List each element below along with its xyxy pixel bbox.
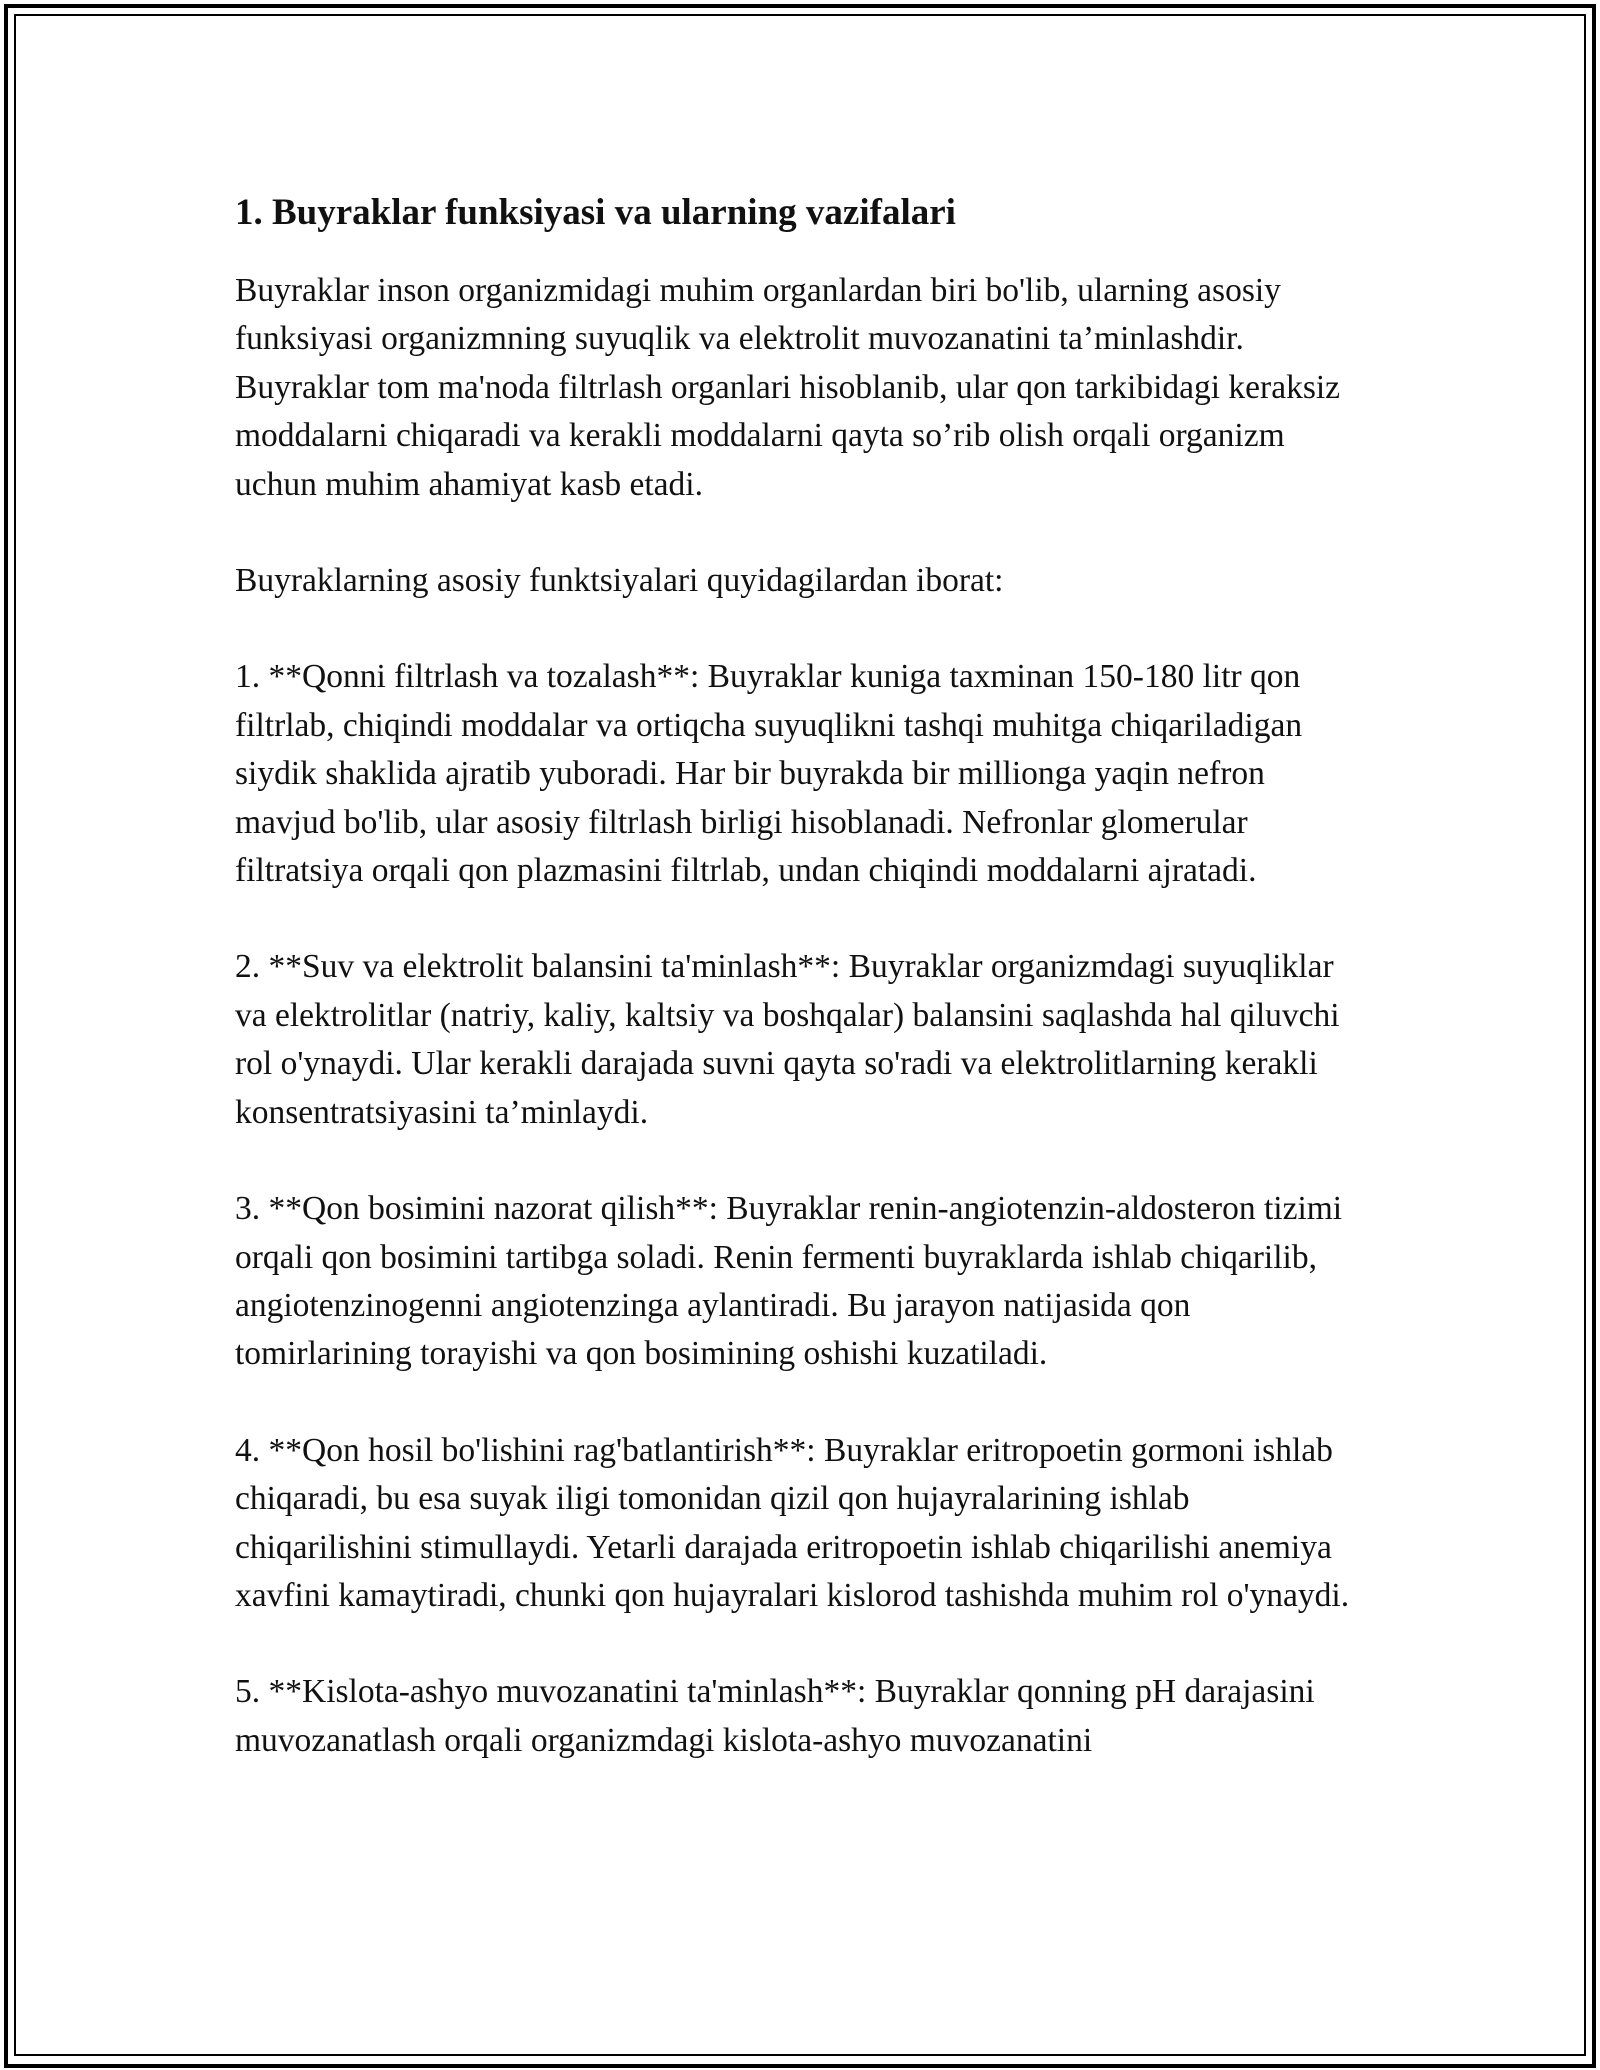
- intro-paragraph: Buyraklar inson organizmidagi muhim organlardan biri bo'lib, ularning asosiy funksiyasi organizmning suyuqlik va elektrolit muvozanatini ta’minlashdir. Buyraklar tom ma'noda filtrlash organlari hisoblanib, ular qon tarkibidagi keraksiz moddalarni chiqaradi va kerakli moddalarni qayta so’rib olish orqali organizm uchun muhim ahamiyat kasb etadi.: [235, 272, 1341, 503]
- list-item-acid-base: 5. **Kislota-ashyo muvozanatini ta'minlash**: Buyraklar qonning pH darajasini muvozanatlash orqali organizmdagi kislota-ashyo muvozanatini: [235, 1673, 1315, 1759]
- list-item-blood-pressure: 3. **Qon bosimini nazorat qilish**: Buyraklar renin-angiotenzin-aldosteron tizimi orqali qon bosimini tartibga soladi. Renin fermenti buyraklarda ishlab chiqarilib, angiotenzinogenni angiotenzinga aylantiradi. Bu jarayon natijasida qon tomirlarining torayishi va qon bosimining oshishi kuzatiladi.: [235, 1190, 1343, 1373]
- list-item-blood-formation: 4. **Qon hosil bo'lishini rag'batlantirish**: Buyraklar eritropoetin gormoni ishlab chiqaradi, bu esa suyak iligi tomonidan qizil qon hujayralarining ishlab chiqarilishini stimullaydi. Yetarli darajada eritropoetin ishlab chiqarilishi anemiya xavfini kamaytiradi, chunki qon hujayralari kislorod tashishda muhim rol o'ynaydi.: [235, 1431, 1350, 1614]
- list-item-filtration: 1. **Qonni filtrlash va tozalash**: Buyraklar kuniga taxminan 150-180 litr qon filtrlab, chiqindi moddalar va ortiqcha suyuqlikni tashqi muhitga chiqariladigan siydik shaklida ajratib yuboradi. Har bir buyrakda bir millionga yaqin nefron mavjud bo'lib, ular asosiy filtrlash birligi hisoblanadi. Nefronlar glomerular filtratsiya orqali qon plazmasini filtrlab, undan chiqindi moddalarni ajratadi.: [235, 658, 1303, 890]
- list-intro-paragraph: Buyraklarning asosiy funktsiyalari quyidagilardan iborat:: [235, 562, 1004, 600]
- document-body: [235, 185, 1365, 1765]
- list-item-water-electrolyte: 2. **Suv va elektrolit balansini ta'minlash**: Buyraklar organizmdagi suyuqliklar va elektrolitlar (natriy, kaliy, kaltsiy va boshqalar) balansini saqlashda hal qiluvchi rol o'ynaydi. Ular kerakli darajada suvni qayta so'radi va elektrolitlarning kerakli konsentratsiyasini ta’minlaydi.: [235, 948, 1340, 1131]
- section-heading: 1. Buyraklar funksiyasi va ularning vazifalari: [235, 192, 956, 233]
